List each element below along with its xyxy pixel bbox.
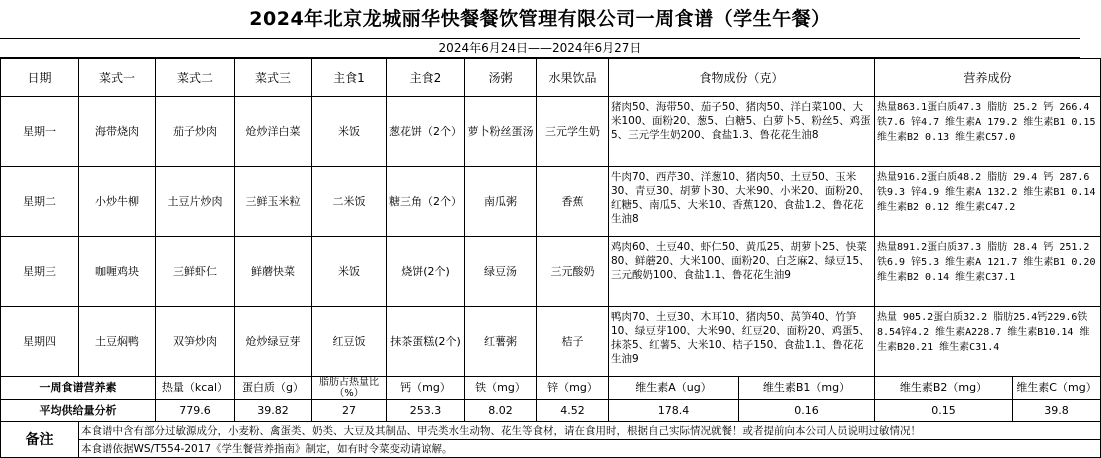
dish1-cell: 土豆焖鸭	[79, 307, 156, 377]
summary-value: 4.52	[537, 400, 609, 422]
dish2-cell: 茄子炒肉	[156, 97, 235, 167]
summary-value: 779.6	[156, 400, 235, 422]
date-range: 2024年6月24日——2024年6月27日	[0, 39, 1080, 58]
dish1-cell: 咖喱鸡块	[79, 237, 156, 307]
remarks-line: 本食谱依据WS/T554-2017《学生餐营养指南》制定，如有时令菜变动请谅解。	[79, 440, 1101, 458]
dish3-cell: 三鲜玉米粒	[235, 167, 312, 237]
staple1-cell: 米饭	[312, 97, 387, 167]
dish2-cell: 双笋炒肉	[156, 307, 235, 377]
dish1-cell: 海带烧肉	[79, 97, 156, 167]
summary-header-row	[1, 377, 1101, 400]
summary-column: 维生素B1（mg）	[739, 377, 875, 400]
header-cell: 汤粥	[465, 59, 537, 97]
remarks-label: 备注	[1, 422, 79, 458]
nutrition-cell: 热量863.1蛋白质47.3 脂肪 25.2 钙 266.4 铁7.6 锌4.7 维生素A 179.2 维生素B1 0.15 维生素B2 0.13 维生素C57.0	[875, 97, 1101, 167]
summary-column: 锌（mg）	[537, 377, 609, 400]
summary-value: 0.16	[739, 400, 875, 422]
menu-table	[0, 58, 1101, 458]
header-cell: 日期	[1, 59, 79, 97]
dish2-cell: 土豆片炒肉	[156, 167, 235, 237]
day-cell: 星期四	[1, 307, 79, 377]
table-row	[1, 307, 1101, 377]
ingredients-cell: 鸡肉60、土豆40、虾仁50、黄瓜25、胡萝卜25、快菜80、鲜蘑20、大米100、面粉20、白芝麻2、绿豆15、三元酸奶100、食盐1.1、鲁花花生油9	[609, 237, 875, 307]
dish3-cell: 炝炒洋白菜	[235, 97, 312, 167]
summary-column: 钙（mg）	[387, 377, 465, 400]
dish2-cell: 三鲜虾仁	[156, 237, 235, 307]
header-cell: 菜式二	[156, 59, 235, 97]
soup-cell: 南瓜粥	[465, 167, 537, 237]
staple2-cell: 烧饼(2个)	[387, 237, 465, 307]
soup-cell: 红薯粥	[465, 307, 537, 377]
fruit-cell: 三元酸奶	[537, 237, 609, 307]
summary-column: 脂肪占热量比（%）	[312, 377, 387, 400]
staple2-cell: 糖三角（2个）	[387, 167, 465, 237]
summary-value: 27	[312, 400, 387, 422]
summary-label: 平均供给量分析	[1, 400, 156, 422]
soup-cell: 萝卜粉丝蛋汤	[465, 97, 537, 167]
dish3-cell: 鲜蘑快菜	[235, 237, 312, 307]
nutrition-cell: 热量916.2蛋白质48.2 脂肪 29.4 钙 287.6 铁9.3 锌4.9 维生素A 132.2 维生素B1 0.14 维生素B2 0.12 维生素C47.2	[875, 167, 1101, 237]
summary-column: 维生素C（mg）	[1013, 377, 1101, 400]
soup-cell: 绿豆汤	[465, 237, 537, 307]
dish3-cell: 炝炒绿豆芽	[235, 307, 312, 377]
day-cell: 星期一	[1, 97, 79, 167]
summary-column: 热量（kcal）	[156, 377, 235, 400]
ingredients-cell: 牛肉70、西芹30、洋葱10、猪肉50、土豆50、玉米30、青豆30、胡萝卜30、大米90、小米20、面粉20、红糖5、南瓜5、大米10、香蕉120、食盐1.2、鲁花花生油8	[609, 167, 875, 237]
summary-column: 铁（mg）	[465, 377, 537, 400]
staple1-cell: 二米饭	[312, 167, 387, 237]
summary-value: 253.3	[387, 400, 465, 422]
header-cell: 菜式三	[235, 59, 312, 97]
staple2-cell: 葱花饼（2个）	[387, 97, 465, 167]
summary-value: 178.4	[609, 400, 739, 422]
staple1-cell: 米饭	[312, 237, 387, 307]
header-row	[1, 59, 1101, 97]
table-row	[1, 237, 1101, 307]
table-row	[1, 167, 1101, 237]
summary-value: 39.82	[235, 400, 312, 422]
ingredients-cell: 猪肉50、海带50、茄子50、猪肉50、洋白菜100、大米100、面粉20、葱5、白糖5、白萝卜5、粉丝5、鸡蛋5、三元学生奶200、食盐1.3、鲁花花生油8	[609, 97, 875, 167]
summary-value-row	[1, 400, 1101, 422]
nutrition-cell: 热量 905.2蛋白质32.2 脂肪25.4钙229.6铁8.54锌4.2 维生素A228.7 维生素B10.14 维生素B20.21 维生素C31.4	[875, 307, 1101, 377]
dish1-cell: 小炒牛柳	[79, 167, 156, 237]
summary-value: 39.8	[1013, 400, 1101, 422]
staple2-cell: 抹茶蛋糕(2个)	[387, 307, 465, 377]
summary-value: 8.02	[465, 400, 537, 422]
header-cell: 菜式一	[79, 59, 156, 97]
day-cell: 星期二	[1, 167, 79, 237]
ingredients-cell: 鸭肉70、土豆30、木耳10、猪肉50、莴笋40、竹笋10、绿豆芽100、大米90、红豆20、面粉20、鸡蛋5、抹茶5、红薯5、大米10、桔子150、食盐1.1、鲁花花生油9	[609, 307, 875, 377]
summary-label: 一周食谱营养素	[1, 377, 156, 400]
header-cell: 主食1	[312, 59, 387, 97]
fruit-cell: 三元学生奶	[537, 97, 609, 167]
header-cell: 营养成份	[875, 59, 1101, 97]
fruit-cell: 桔子	[537, 307, 609, 377]
summary-value: 0.15	[875, 400, 1013, 422]
summary-column: 蛋白质（g）	[235, 377, 312, 400]
remarks-row	[1, 422, 1101, 440]
nutrition-cell: 热量891.2蛋白质37.3 脂肪 28.4 钙 251.2 铁6.9 锌5.3 维生素A 121.7 维生素B1 0.20 维生素B2 0.14 维生素C37.1	[875, 237, 1101, 307]
summary-column: 维生素B2（mg）	[875, 377, 1013, 400]
remarks-line: 本食谱中含有部分过敏源成分，小麦粉、禽蛋类、奶类、大豆及其制品、甲壳类水生动物、花生等食材，请在食用时，根据自己实际情况就餐！或者提前向本公司人员说明过敏情况！	[79, 422, 1101, 440]
fruit-cell: 香蕉	[537, 167, 609, 237]
summary-column: 维生素A（ug）	[609, 377, 739, 400]
header-cell: 主食2	[387, 59, 465, 97]
staple1-cell: 红豆饭	[312, 307, 387, 377]
table-row	[1, 97, 1101, 167]
header-cell: 水果饮品	[537, 59, 609, 97]
page-title: 2024年北京龙城丽华快餐餐饮管理有限公司一周食谱（学生午餐）	[0, 0, 1080, 39]
remarks-row	[1, 440, 1101, 458]
day-cell: 星期三	[1, 237, 79, 307]
header-cell: 食物成份（克）	[609, 59, 875, 97]
